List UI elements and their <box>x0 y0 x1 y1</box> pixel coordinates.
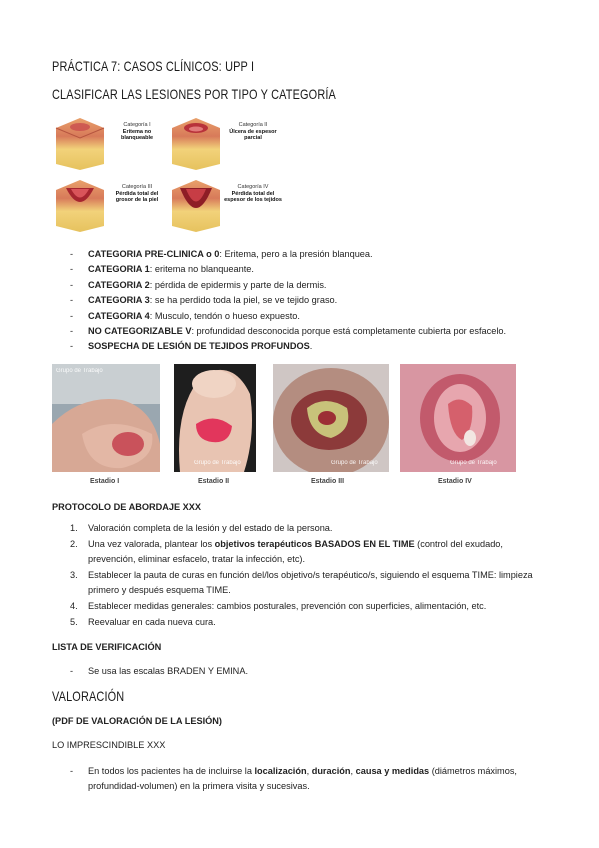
photo-watermark: Grupo de Trabajo <box>331 460 378 466</box>
ulcer-photo-stage4 <box>400 364 516 472</box>
list-item: - Se usa las escalas BRADEN Y EMINA. <box>52 664 248 679</box>
stage-caption: Estadio III <box>311 478 345 485</box>
page-title: PRÁCTICA 7: CASOS CLÍNICOS: UPP I <box>52 58 255 74</box>
list-item: - NO CATEGORIZABLE V: profundidad desconocida porque está completamente cubierta por esfacelo. <box>52 324 506 339</box>
diagram-cat-desc: Pérdida total del espesor de los tejidos <box>224 190 282 203</box>
list-item: - SOSPECHA DE LESIÓN DE TEJIDOS PROFUNDOS. <box>52 339 506 354</box>
photo-watermark: Grupo de Trabajo <box>56 368 103 374</box>
verification-heading: LISTA DE VERIFICACIÓN <box>52 642 162 652</box>
diagram-cat-desc: Pérdida total del grosor de la piel <box>115 190 159 203</box>
list-item: - CATEGORIA 3: se ha perdido toda la piel, se ve tejido graso. <box>52 293 506 308</box>
valoracion-list <box>52 764 552 795</box>
category-list <box>52 247 506 355</box>
list-item: 2. Una vez valorada, plantear los objetivos terapéuticos BASADOS EN EL TIME (control del exudado, prevención, eliminar esfacelo, tratar la infección, etc). <box>70 538 503 565</box>
list-item: 5. Reevaluar en cada nueva cura. <box>70 616 216 627</box>
pdf-valoracion-heading: (PDF DE VALORACIÓN DE LA LESIÓN) <box>52 716 222 726</box>
list-item: - CATEGORIA 1: eritema no blanqueante. <box>52 262 506 277</box>
category-diagram <box>52 112 284 236</box>
diagram-cat-desc: Eritema no blanqueable <box>120 128 154 141</box>
diagram-cell-cat1 <box>52 112 168 174</box>
skin-layer-cat2-illustration <box>170 114 222 170</box>
ulcer-photo-stage3 <box>273 364 389 472</box>
diagram-cat-desc: Úlcera de espesor parcial <box>229 128 277 141</box>
ulcer-photo-stage1 <box>52 364 160 472</box>
diagram-cat-label: Categoría III <box>121 184 153 190</box>
diagram-cell-cat4 <box>168 174 284 236</box>
skin-layer-cat1-illustration <box>54 114 106 170</box>
stage-caption: Estadio I <box>90 478 120 485</box>
imprescindible-heading: LO IMPRESCINDIBLE XXX <box>52 740 166 750</box>
stage-caption: Estadio II <box>198 478 230 485</box>
list-item: - CATEGORIA PRE-CLINICA o 0: Eritema, pero a la presión blanquea. <box>52 247 506 262</box>
list-item: 4. Establecer medidas generales: cambios posturales, prevención con superficies, alimentación, etc. <box>70 600 487 611</box>
list-item: - CATEGORIA 4: Musculo, tendón o hueso expuesto. <box>52 309 506 324</box>
skin-layer-cat4-illustration <box>170 176 222 232</box>
list-item: 1. Valoración completa de la lesión y del estado de la persona. <box>70 523 333 533</box>
verification-list <box>52 664 248 679</box>
diagram-cell-cat3 <box>52 174 168 236</box>
list-item: - CATEGORIA 2: pérdida de epidermis y parte de la dermis. <box>52 278 506 293</box>
list-item: 3. Establecer la pauta de curas en función del/los objetivo/s terapéutico/s, siguiendo el esquema TIME: limpieza primero y después esquema TIME. <box>70 569 533 596</box>
skin-layer-cat3-illustration <box>54 176 106 232</box>
diagram-cell-cat2 <box>168 112 284 174</box>
section-subtitle: CLASIFICAR LAS LESIONES POR TIPO Y CATEGORÍA <box>52 86 336 102</box>
photo-watermark: Grupo de Trabajo <box>194 460 241 466</box>
valoracion-heading: VALORACIÓN <box>52 688 125 704</box>
stage-caption: Estadio IV <box>438 478 472 485</box>
list-item: - En todos los pacientes ha de incluirse la localización, duración, causa y medidas (diámetros máximos, profundidad-volumen) en la primera visita y sucesivas. <box>52 764 552 795</box>
protocol-list <box>52 521 552 630</box>
diagram-cat-label: Categoría II <box>238 122 268 128</box>
protocol-heading: PROTOCOLO DE ABORDAJE XXX <box>52 502 202 512</box>
diagram-cat-label: Categoría I <box>123 122 151 128</box>
ulcer-photo-stage2 <box>174 364 256 472</box>
diagram-cat-label: Categoría IV <box>237 184 269 190</box>
photo-watermark: Grupo de Trabajo <box>450 460 497 466</box>
